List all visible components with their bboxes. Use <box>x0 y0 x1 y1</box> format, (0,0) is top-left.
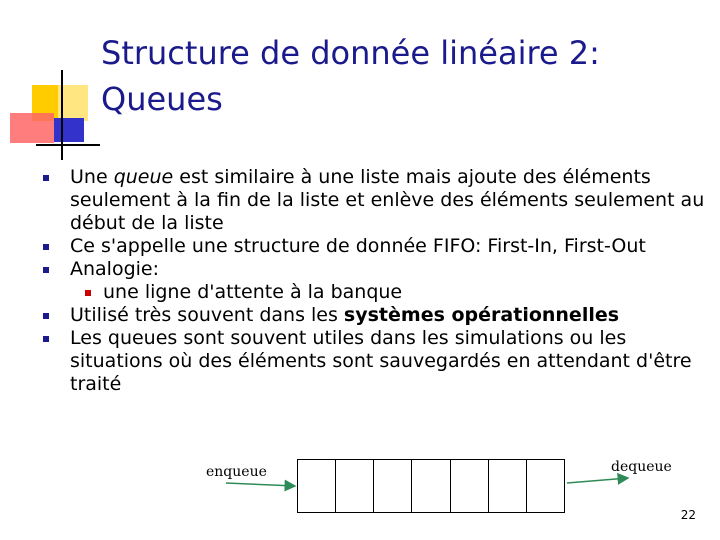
queue-cell <box>451 460 489 512</box>
queue-cell <box>336 460 374 512</box>
bullet-text-italic: queue <box>113 166 174 188</box>
bullet-text-pre: Utilisé très souvent dans les <box>70 304 344 326</box>
bullet-text-pre: Une <box>70 166 114 188</box>
queue-cell <box>374 460 412 512</box>
queue-diagram-box <box>297 459 565 513</box>
slide-title-line2: Queues <box>101 80 223 118</box>
queue-cell <box>489 460 527 512</box>
slide-title-line1: Structure de donnée linéaire 2: <box>101 34 600 72</box>
page-number: 22 <box>680 508 696 522</box>
dequeue-label: dequeue <box>611 459 672 475</box>
queue-cell <box>298 460 336 512</box>
dequeue-arrow-icon <box>567 478 628 483</box>
bullet-text: Analogie: <box>70 258 160 280</box>
bullet-text: Les queues sont souvent utiles dans les simulations ou les situations où des éléments sont sauvegardés en attendant d'être traité <box>70 327 692 395</box>
enqueue-label: enqueue <box>206 464 267 480</box>
bullet-text-post: est similaire à une liste mais ajoute des éléments seulement à la fin de la liste et enlève des éléments seulement au début de la liste <box>70 166 705 234</box>
bullet-text-bold: systèmes opérationnelles <box>343 304 620 326</box>
queue-cell <box>412 460 450 512</box>
bullet-text: Ce s'appelle une structure de donnée FIFO: First-In, First-Out <box>70 235 646 257</box>
enqueue-arrow-icon <box>226 483 295 486</box>
queue-cell <box>527 460 564 512</box>
sub-bullet-text: une ligne d'attente à la banque <box>103 281 403 303</box>
